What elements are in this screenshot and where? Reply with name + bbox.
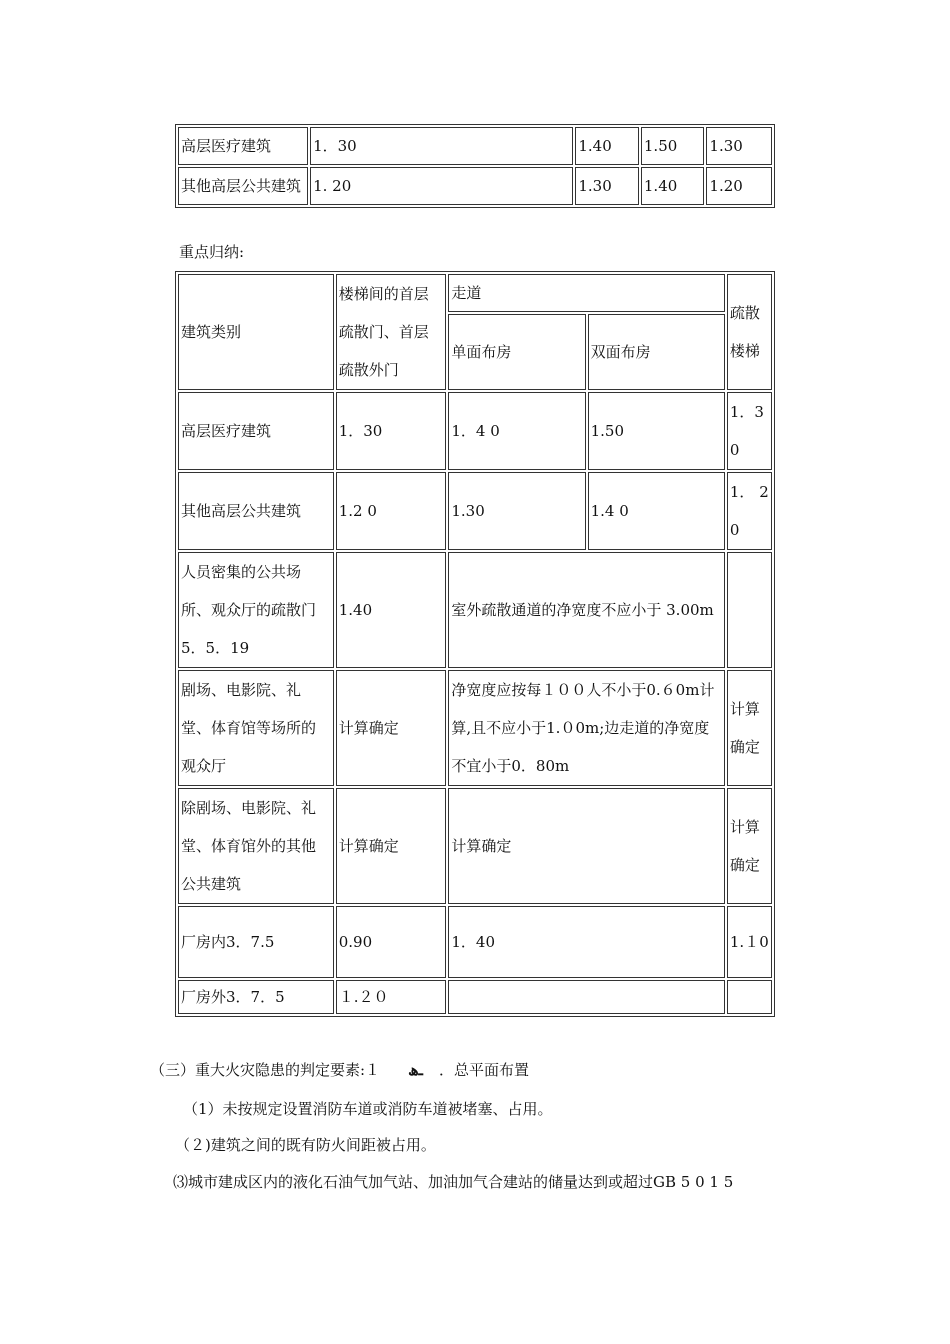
table-cell: 1．3 0 (727, 392, 772, 470)
header-stairs: 疏散楼梯 (727, 274, 772, 390)
table-row (178, 670, 772, 786)
table-cell: 人员密集的公共场所、观众厅的疏散门 5．5．19 (178, 552, 334, 668)
table-row (178, 980, 772, 1014)
table-cell: 厂房外3．7．5 (178, 980, 334, 1014)
table-cell: 高层医疗建筑 (178, 392, 334, 470)
table-cell: 1.50 (641, 127, 705, 165)
table-row (178, 127, 772, 165)
table-cell (448, 980, 725, 1014)
header-double-side: 双面布房 (588, 314, 725, 390)
section-heading (150, 1060, 529, 1080)
table-cell: 厂房内3．7.5 (178, 906, 334, 978)
table-cell: 除剧场、电影院、礼堂、体育馆外的其他公共建筑 (178, 788, 334, 904)
table-cell: １.２０ (336, 980, 447, 1014)
table-cell: 其他高层公共建筑 (178, 472, 334, 550)
heading-suffix: ．总平面布置 (438, 1061, 529, 1079)
table-row (178, 788, 772, 904)
table-cell (727, 552, 772, 668)
table-cell: 室外疏散通道的净宽度不应小于 3.00m (448, 552, 725, 668)
header-single-side: 单面布房 (448, 314, 585, 390)
table-cell: 1．30 (336, 392, 447, 470)
paragraph: ⑶城市建成区内的液化石油气加气站、加油加气合建站的储量达到或超过GB 5 0 1 5 (173, 1173, 734, 1191)
heading-prefix: （三）重大火灾隐患的判定要素:１ (150, 1061, 381, 1079)
table-cell: 1．30 (310, 127, 573, 165)
table-cell: 计算确定 (336, 670, 447, 786)
table-cell: 高层医疗建筑 (178, 127, 308, 165)
header-first-floor-door: 楼梯间的首层疏散门、首层疏散外门 (336, 274, 447, 390)
header-category: 建筑类别 (178, 274, 334, 390)
table-cell: 0.90 (336, 906, 447, 978)
table-cell: 剧场、电影院、礼堂、体育馆等场所的观众厅 (178, 670, 334, 786)
fire-exit-width-summary-table (175, 271, 775, 1017)
table-cell: 1.30 (706, 127, 772, 165)
table-cell: 1．4 0 (448, 392, 585, 470)
table-row (178, 392, 772, 470)
table-cell: 1. 20 (310, 167, 573, 205)
table-cell: 1.4 0 (588, 472, 725, 550)
table-header-row (178, 274, 772, 312)
table-cell: 1．40 (448, 906, 725, 978)
table-row (178, 167, 772, 205)
table-cell (727, 980, 772, 1014)
table-cell: 1.50 (588, 392, 725, 470)
table-cell: 净宽度应按每１００人不小于0.６0m计算,且不应小于1.０0m;边走道的净宽度不宜小于0．80m (448, 670, 725, 786)
table-cell: 计算确定 (727, 788, 772, 904)
paragraph: （２)建筑之间的既有防火间距被占用。 (175, 1136, 436, 1154)
stray-glyph: ـﮪ (408, 1061, 423, 1079)
table-cell: 1.30 (575, 167, 639, 205)
table-cell: 1.2 0 (336, 472, 447, 550)
table-cell: 1． 2 0 (727, 472, 772, 550)
table-cell: 计算确定 (727, 670, 772, 786)
table-cell: 其他高层公共建筑 (178, 167, 308, 205)
fire-exit-width-table-top (175, 124, 775, 208)
table-cell: 1.40 (575, 127, 639, 165)
table-cell: 1.30 (448, 472, 585, 550)
table-cell: 1.20 (706, 167, 772, 205)
table-row (178, 552, 772, 668)
table-row (178, 472, 772, 550)
table-cell: 1.40 (641, 167, 705, 205)
table-cell: 计算确定 (448, 788, 725, 904)
header-corridor: 走道 (448, 274, 725, 312)
table-cell: 计算确定 (336, 788, 447, 904)
summary-label: 重点归纳: (179, 243, 245, 261)
table-cell: 1.１0 (727, 906, 772, 978)
table-cell: 1.40 (336, 552, 447, 668)
table-row (178, 906, 772, 978)
paragraph: （1）未按规定设置消防车道或消防车道被堵塞、占用。 (183, 1100, 553, 1118)
